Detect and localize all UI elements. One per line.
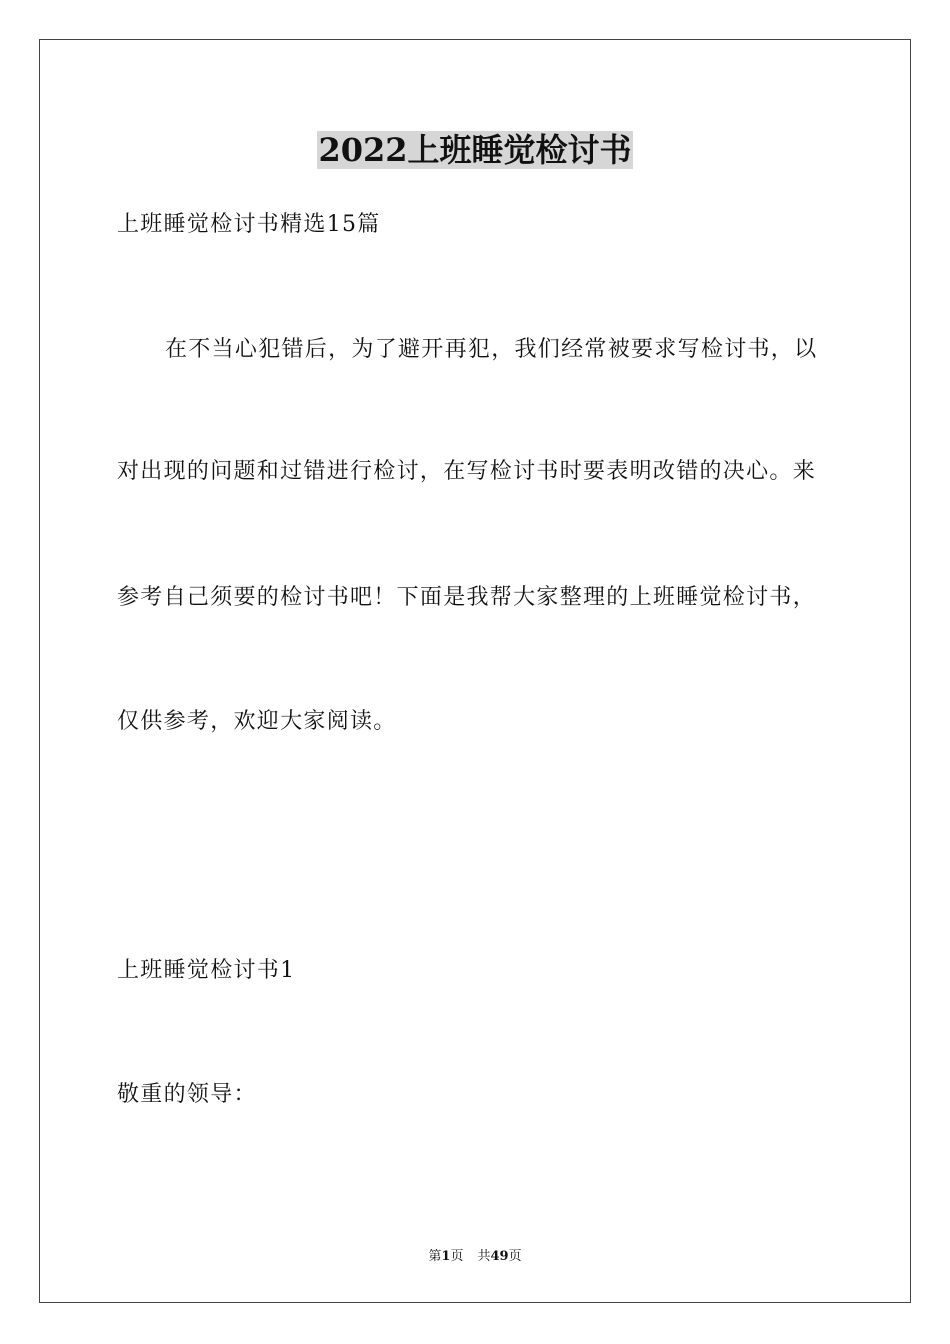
total-suffix: 页 [508,1249,522,1264]
total-pages: 49 [490,1249,509,1264]
salutation: 敬重的领导： [117,1082,257,1107]
intro-line-4: 仅供参考，欢迎大家阅读。 [117,709,397,734]
page-prefix: 第 [428,1249,442,1264]
document-subtitle: 上班睡觉检讨书精选15篇 [117,212,381,237]
intro-line-3: 参考自己须要的检讨书吧！下面是我帮大家整理的上班睡觉检讨书， [117,585,817,610]
intro-line-1: 在不当心犯错后，为了避开再犯，我们经常被要求写检讨书，以 [165,337,818,362]
section-heading: 上班睡觉检讨书1 [117,958,296,983]
document-title [0,128,950,172]
total-prefix: 共 [477,1249,491,1264]
page-suffix: 页 [450,1249,464,1264]
page-footer [0,1248,950,1266]
page-number: 1 [441,1249,451,1264]
intro-line-2: 对出现的问题和过错进行检讨，在写检讨书时要表明改错的决心。来 [117,459,817,484]
document-title-text: 2022上班睡觉检讨书 [318,131,632,169]
